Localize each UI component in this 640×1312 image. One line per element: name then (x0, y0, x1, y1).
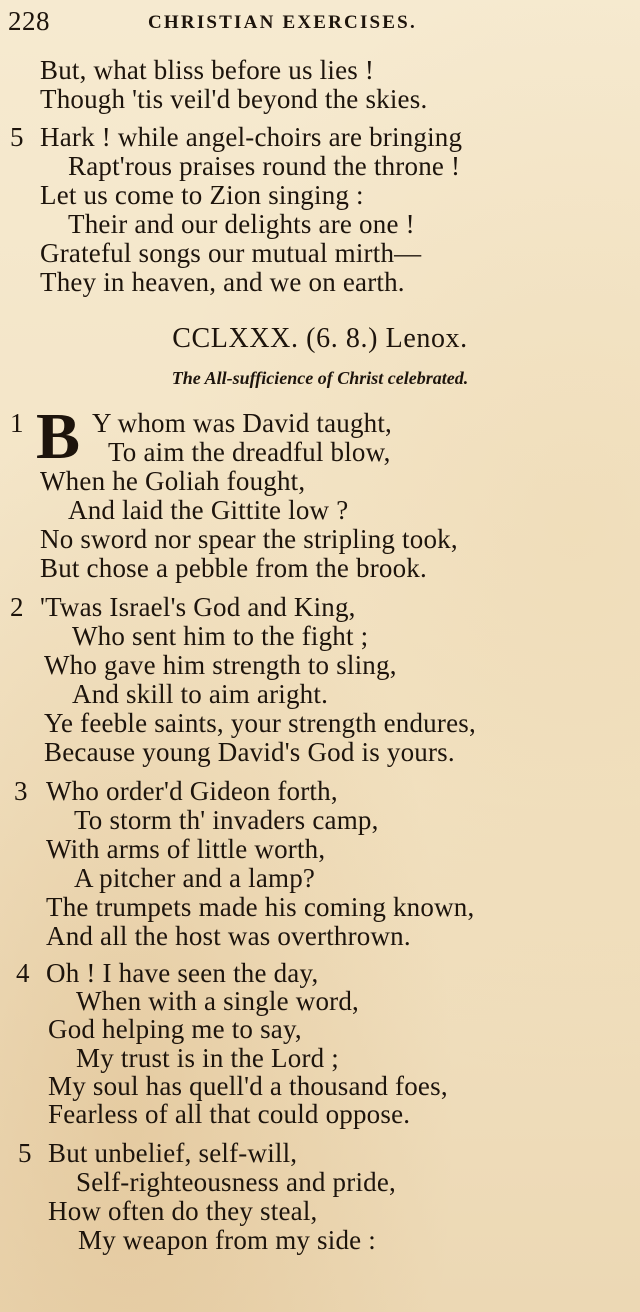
verse-line: With arms of little worth, (46, 834, 326, 864)
verse-line: Grateful songs our mutual mirth— (40, 238, 422, 268)
verse-line: How often do they steal, (48, 1196, 318, 1226)
verse-line: Who gave him strength to sling, (44, 650, 397, 680)
hymn-title: CCLXXX. (6. 8.) Lenox. (172, 323, 468, 354)
verse-line: Rapt'rous praises round the throne ! (68, 151, 461, 181)
verse-line: Y whom was David taught, (92, 408, 393, 438)
verse-line: Fearless of all that could oppose. (48, 1099, 411, 1129)
drop-cap: B (36, 400, 81, 473)
verse-line: But unbelief, self-will, (48, 1138, 298, 1168)
verse-line: And skill to aim aright. (72, 679, 329, 709)
verse-line: God helping me to say, (48, 1014, 302, 1044)
verse-line: Let us come to Zion singing : (40, 180, 364, 210)
stanza-number: 4 (16, 958, 30, 988)
stanza-number: 2 (10, 592, 24, 622)
verse-line: Oh ! I have seen the day, (46, 958, 319, 988)
verse-line: Though 'tis veil'd beyond the skies. (40, 84, 428, 114)
verse-line: My soul has quell'd a thousand foes, (48, 1071, 448, 1101)
verse-line: When he Goliah fought, (40, 466, 306, 496)
verse-line: They in heaven, and we on earth. (40, 267, 405, 297)
verse-line: Who sent him to the fight ; (72, 621, 369, 651)
hymn-subtitle: The All-sufficience of Christ celebrated. (171, 368, 469, 388)
verse-line: Self-righteousness and pride, (76, 1167, 396, 1197)
verse-line: But chose a pebble from the brook. (40, 553, 427, 583)
stanza-number: 3 (14, 776, 28, 806)
stanza-number: 5 (18, 1138, 32, 1168)
verse-line: And laid the Gittite low ? (68, 495, 349, 525)
verse-line: Hark ! while angel-choirs are bringing (40, 122, 463, 152)
verse-line: But, what bliss before us lies ! (40, 55, 375, 85)
verse-line: Because young David's God is yours. (44, 737, 455, 767)
verse-line: A pitcher and a lamp? (74, 863, 316, 893)
verse-line: To storm th' invaders camp, (74, 805, 379, 835)
page-header (8, 4, 628, 40)
running-head: CHRISTIAN EXERCISES. (148, 12, 417, 33)
page-number: 228 (8, 6, 50, 36)
verse-line: When with a single word, (76, 986, 359, 1016)
stanza-number: 1 (10, 408, 24, 438)
verse-line: And all the host was overthrown. (46, 921, 411, 951)
verse-line: The trumpets made his coming known, (46, 892, 475, 922)
stanza-number: 5 (10, 122, 24, 152)
verse-line: Who order'd Gideon forth, (46, 776, 338, 806)
verse-line: My trust is in the Lord ; (76, 1043, 339, 1073)
verse-line: To aim the dreadful blow, (108, 437, 391, 467)
verse-line: 'Twas Israel's God and King, (40, 592, 356, 622)
verse-line: No sword nor spear the stripling took, (40, 524, 458, 554)
verse-line: Their and our delights are one ! (68, 209, 415, 239)
verse-line: My weapon from my side : (78, 1225, 377, 1255)
verse-line: Ye feeble saints, your strength endures, (44, 708, 476, 738)
